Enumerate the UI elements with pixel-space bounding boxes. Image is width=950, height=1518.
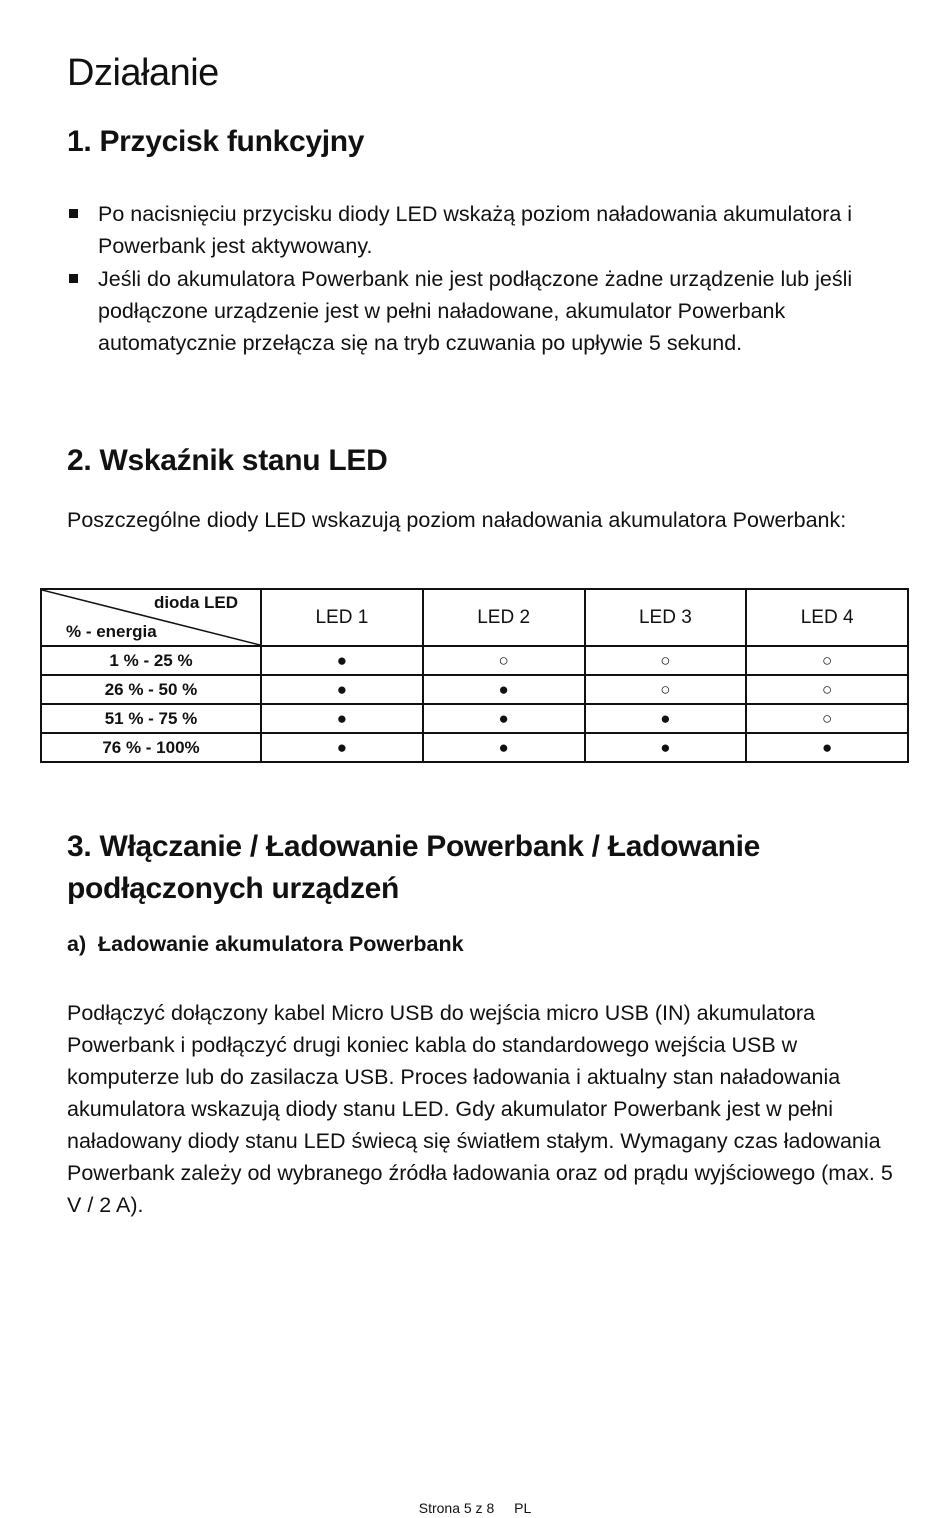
subsection-heading bbox=[67, 932, 464, 957]
section-3-heading-line-1: 3. Włączanie / Ładowanie Powerbank / Ładowanie bbox=[67, 830, 761, 863]
section-1-bullet-list bbox=[67, 198, 887, 359]
led-state-cell: ○ bbox=[746, 646, 908, 675]
square-bullet-icon bbox=[69, 274, 78, 283]
led-state-cell: ● bbox=[746, 733, 908, 762]
bullet-item bbox=[67, 198, 887, 263]
led-state-cell: ● bbox=[261, 733, 423, 762]
section-3-heading bbox=[67, 826, 760, 910]
page-number: Strona 5 z 8 bbox=[418, 1500, 495, 1516]
bullet-item bbox=[67, 263, 887, 360]
table-row bbox=[41, 675, 908, 704]
table-row bbox=[41, 646, 908, 675]
subsection-marker: a) bbox=[67, 932, 87, 956]
led-state-cell: ○ bbox=[423, 646, 585, 675]
led-state-cell: ○ bbox=[746, 675, 908, 704]
table-row bbox=[41, 704, 908, 733]
column-header: LED 4 bbox=[746, 589, 908, 646]
led-state-cell: ● bbox=[261, 704, 423, 733]
led-status-table bbox=[40, 588, 909, 763]
led-state-cell: ○ bbox=[746, 704, 908, 733]
led-intro-text: Poszczególne diody LED wskazują poziom naładowania akumulatora Powerbank: bbox=[67, 508, 847, 532]
bullet-text: Jeśli do akumulatora Powerbank nie jest podłączone żadne urządzenie lub jeśli podłączone urządzenie jest w pełni naładowane, akumulator Powerbank automatycznie przełącza się na tryb czuwania po upływie 5 sekund. bbox=[98, 266, 853, 356]
language-code: PL bbox=[514, 1500, 532, 1516]
led-state-cell: ● bbox=[585, 733, 747, 762]
charging-paragraph: Podłączyć dołączony kabel Micro USB do wejścia micro USB (IN) akumulatora Powerbank i podłączyć drugi koniec kabla do standardowego wejścia USB w komputerze lub do zasilacza USB. Proces ładowania i aktualny stan naładowania akumulatora wskazują diody stanu LED. Gdy akumulator Powerbank jest w pełni naładowany diody stanu LED świecą się światłem stałym. Wymagany czas ładowania Powerbank zależy od wybranego źródła ładowania oraz od prądu wyjściowego (max. 5 V / 2 A). bbox=[67, 1001, 893, 1217]
column-header: LED 1 bbox=[261, 589, 423, 646]
table-header-row bbox=[41, 589, 908, 646]
range-cell: 76 % - 100% bbox=[41, 733, 261, 762]
table-row bbox=[41, 733, 908, 762]
range-cell: 26 % - 50 % bbox=[41, 675, 261, 704]
square-bullet-icon bbox=[69, 209, 78, 218]
led-state-cell: ● bbox=[261, 675, 423, 704]
led-state-cell: ● bbox=[261, 646, 423, 675]
subsection-title: Ładowanie akumulatora Powerbank bbox=[98, 932, 464, 956]
column-header: LED 2 bbox=[423, 589, 585, 646]
bullet-text: Po nacisnięciu przycisku diody LED wskażą poziom naładowania akumulatora i Powerbank jest aktywowany. bbox=[98, 202, 853, 259]
page-title: Działanie bbox=[67, 52, 219, 94]
range-cell: 51 % - 75 % bbox=[41, 704, 261, 733]
page-footer bbox=[0, 1500, 950, 1516]
led-state-cell: ○ bbox=[585, 675, 747, 704]
corner-label-led: dioda LED bbox=[153, 593, 238, 612]
section-3-heading-line-2: podłączonych urządzeń bbox=[67, 872, 400, 905]
led-state-cell: ● bbox=[423, 704, 585, 733]
corner-header-cell bbox=[41, 589, 261, 646]
led-state-cell: ● bbox=[423, 675, 585, 704]
section-1-heading: 1. Przycisk funkcyjny bbox=[67, 125, 365, 158]
led-state-cell: ○ bbox=[585, 646, 747, 675]
column-header: LED 3 bbox=[585, 589, 747, 646]
led-state-cell: ● bbox=[423, 733, 585, 762]
range-cell: 1 % - 25 % bbox=[41, 646, 261, 675]
led-state-cell: ● bbox=[585, 704, 747, 733]
section-2-heading: 2. Wskaźnik stanu LED bbox=[67, 444, 388, 477]
corner-label-energy: % - energia bbox=[66, 622, 157, 641]
